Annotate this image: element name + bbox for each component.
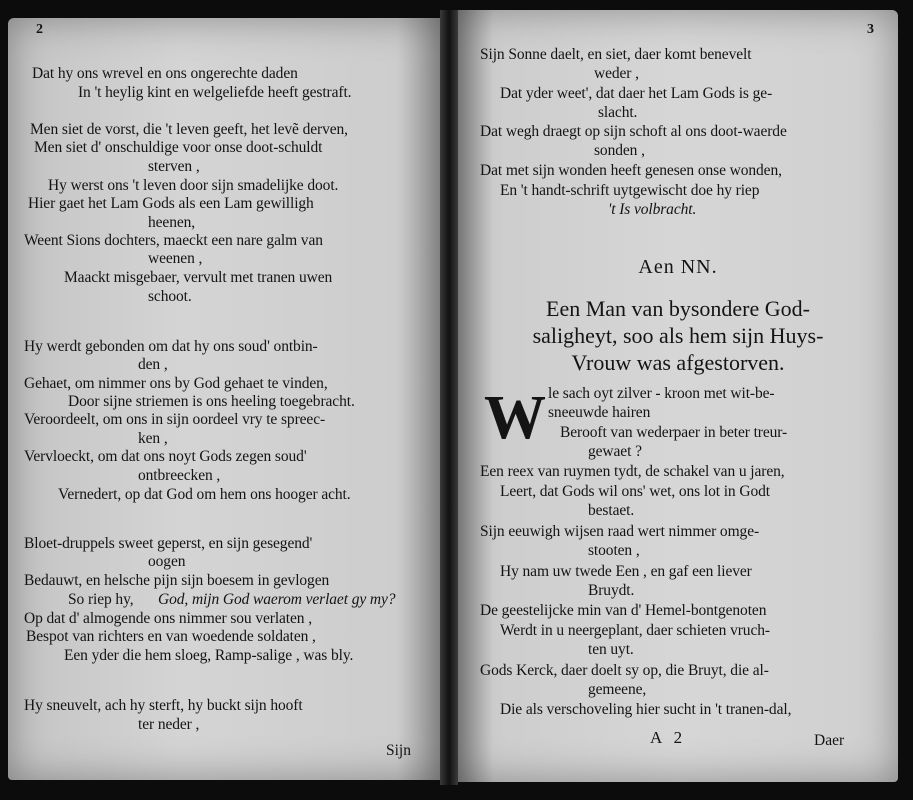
right-page <box>458 10 898 782</box>
left-text-line: In 't heylig kint en welgeliefde heeft gestraft. <box>78 84 352 101</box>
right-text-line: Sijn Sonne daelt, en siet, daer komt benevelt <box>480 46 752 63</box>
page-number-left: 2 <box>36 22 43 37</box>
right-text-line: stooten , <box>588 542 640 559</box>
left-text-line: Men siet d' onschuldige voor onse doot-schuldt <box>34 139 323 156</box>
right-text-line: 't Is volbracht. <box>608 201 697 218</box>
right-text-line: Dat wegh draegt op sijn schoft al ons doot-waerde <box>480 123 787 140</box>
right-text-line: Werdt in u neergeplant, daer schieten vruch- <box>500 622 770 639</box>
page-number-right: 3 <box>867 22 874 37</box>
left-text-line: Hy werdt gebonden om dat hy ons soud' ontbin- <box>24 338 318 355</box>
left-text-line: Men siet de vorst, die 't leven geeft, het levẽ derven, <box>30 121 348 138</box>
left-text-line: Vervloeckt, om dat ons noyt Gods zegen soud' <box>24 448 307 465</box>
poem-title: Aen NN. <box>638 256 718 278</box>
right-text-line: Een reex van ruymen tydt, de schakel van u jaren, <box>480 463 785 480</box>
right-text-line: weder , <box>594 65 639 82</box>
left-page <box>8 18 440 780</box>
left-text-line: Bloet-druppels sweet geperst, en sijn gesegend' <box>24 535 313 552</box>
left-text-line: den , <box>138 356 168 373</box>
left-text-line: God, mijn God waerom verlaet gy my? <box>158 591 396 608</box>
right-text-line: Hy nam uw twede Een , en gaf een liever <box>500 563 752 580</box>
poem-subtitle-line-3: Vrouw was afgestorven. <box>571 350 785 375</box>
left-text-line: Vernedert, op dat God om hem ons hooger acht. <box>58 486 351 503</box>
right-text-line: sneeuwde hairen <box>548 404 651 421</box>
right-text-line: Sijn eeuwigh wijsen raad wert nimmer omge- <box>480 523 760 540</box>
left-text-line: Hy sneuvelt, ach hy sterft, hy buckt sijn hooft <box>24 697 303 714</box>
left-text-line: Een yder die hem sloeg, Ramp-salige , was bly. <box>64 647 354 664</box>
right-text-line: sonden , <box>594 142 645 159</box>
left-text-line: ontbreecken , <box>138 467 221 484</box>
left-text-line: ter neder , <box>138 716 200 733</box>
left-text-line: sterven , <box>148 158 200 175</box>
left-text-line: heenen, <box>148 214 196 231</box>
right-text-line: Leert, dat Gods wil ons' wet, ons lot in Godt <box>500 483 770 500</box>
right-text-line: bestaet. <box>588 502 635 519</box>
left-text-line: Hier gaet het Lam Gods als een Lam gewilligh <box>28 195 314 212</box>
right-text-line: gewaet ? <box>588 443 642 460</box>
left-text-line: So riep hy, <box>68 591 134 608</box>
catchword-right: Daer <box>814 732 845 749</box>
left-text-line: Gehaet, om nimmer ons by God gehaet te vinden, <box>24 375 328 392</box>
left-text-line: Hy werst ons 't leven door sijn smadelijke doot. <box>48 177 339 194</box>
left-text-line: ken , <box>138 430 168 447</box>
right-text-line: le sach oyt zilver - kroon met wit-be- <box>548 385 775 402</box>
left-text-line: Op dat d' almogende ons nimmer sou verlaten , <box>24 610 312 627</box>
left-text-line: Dat hy ons wrevel en ons ongerechte daden <box>32 65 298 82</box>
right-text-line: slacht. <box>598 104 638 121</box>
drop-cap: W <box>484 384 546 452</box>
right-text-line: Bruydt. <box>588 582 635 599</box>
book-gutter <box>440 10 458 785</box>
right-text-line: Die als verschoveling hier sucht in 't tranen-dal, <box>500 701 792 718</box>
right-text-line: De geestelijcke min van d' Hemel-bontgenoten <box>480 602 767 619</box>
signature-mark: A 2 <box>650 728 687 747</box>
right-text-line: Dat met sijn wonden heeft genesen onse wonden, <box>480 162 782 179</box>
left-text-line: Bedauwt, en helsche pijn sijn boesem in gevlogen <box>24 572 330 589</box>
right-text-line: En 't handt-schrift uytgewischt doe hy riep <box>500 182 760 199</box>
left-text-line: Veroordeelt, om ons in sijn oordeel vry te spreec- <box>24 411 326 428</box>
poem-subtitle-line-2: saligheyt, soo als hem sijn Huys- <box>532 323 824 348</box>
right-text-line: Dat yder weet', dat daer het Lam Gods is ge- <box>500 85 773 102</box>
left-text-line: Bespot van richters en van woedende soldaten , <box>26 628 316 645</box>
left-text-line: schoot. <box>148 288 192 305</box>
right-text-line: Gods Kerck, daer doelt sy op, die Bruyt, die al- <box>480 662 769 679</box>
right-text-line: ten uyt. <box>588 641 634 658</box>
left-text-line: Maackt misgebaer, vervult met tranen uwen <box>64 269 333 286</box>
right-text-line: Berooft van wederpaer in beter treur- <box>560 424 788 441</box>
left-text-line: Weent Sions dochters, maeckt een nare galm van <box>24 232 323 249</box>
left-text-line: Door sijne striemen is ons heeling toegebracht. <box>68 393 355 410</box>
right-text-line: gemeene, <box>588 681 647 698</box>
left-text-line: oogen <box>148 553 186 570</box>
catchword-left: Sijn <box>386 742 411 759</box>
left-text-line: weenen , <box>148 250 203 267</box>
poem-subtitle-line-1: Een Man van bysondere God- <box>546 296 810 321</box>
